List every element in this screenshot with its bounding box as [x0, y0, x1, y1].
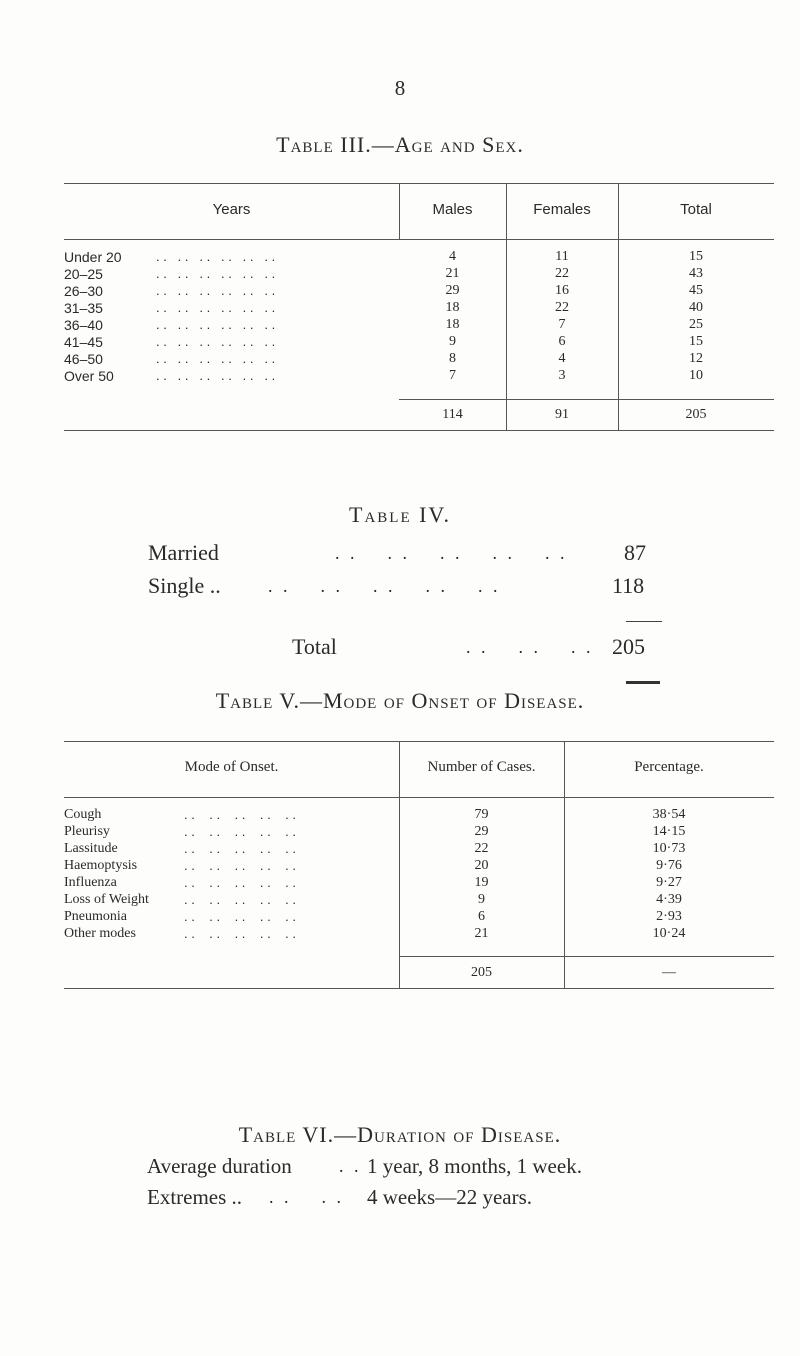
mode-label: Pleurisy [64, 824, 110, 839]
females-cell: 16 [555, 283, 569, 298]
table-row [64, 351, 774, 368]
cases-cell: 21 [474, 926, 489, 941]
age-group-label: 41–45 [64, 334, 103, 350]
leader-dots: . . . . . . . . . . [184, 807, 296, 822]
mode-label: Other modes [64, 926, 136, 941]
females-cell: 7 [558, 317, 566, 332]
mode-label: Cough [64, 807, 102, 822]
leader-dots: . . . . . . . . . . [184, 841, 296, 856]
table-4-sum-rule [626, 621, 662, 622]
table-6 [147, 1154, 707, 1216]
table-4-row-single [148, 573, 668, 606]
age-group-label: 46–50 [64, 351, 103, 367]
females-cell: 22 [555, 300, 569, 315]
males-cell: 4 [449, 249, 456, 264]
table-row [64, 875, 774, 892]
leader-dots: . . . . . . . . . . [184, 926, 296, 941]
table-5-header-rule [64, 797, 774, 798]
table-row [64, 824, 774, 841]
leader-dots: . . . . . . . . . . [184, 858, 296, 873]
age-group-label: Over 50 [64, 368, 114, 384]
males-cell: 7 [449, 368, 456, 383]
table-row [64, 334, 774, 351]
leader-dots: . . . . . . . . . . [184, 875, 296, 890]
table-3 [64, 183, 774, 431]
table-6-leader-dots: . . . . [269, 1187, 344, 1207]
mode-label: Pneumonia [64, 909, 127, 924]
table-5-total-cases: 205 [471, 965, 492, 980]
females-cell: 11 [555, 249, 569, 264]
leader-dots: . . . . . . . . . . . . [156, 334, 276, 349]
table-3-bottom-rule [64, 430, 774, 431]
table-3-grand-total: 205 [685, 407, 707, 422]
cases-cell: 19 [474, 875, 489, 890]
age-group-label: 20–25 [64, 266, 103, 282]
percentage-cell: 4·39 [656, 892, 682, 907]
cases-cell: 22 [474, 841, 489, 856]
table-row [64, 892, 774, 909]
females-cell: 22 [555, 266, 569, 281]
table-5-title: Table V.—Mode of Onset of Disease. [215, 688, 585, 713]
mode-label: Lassitude [64, 841, 118, 856]
table-3-total-males: 114 [442, 407, 463, 422]
table-4-leader-dots: . . . . . . . . . . [268, 576, 501, 596]
percentage-cell: 38·54 [652, 807, 686, 822]
leader-dots: . . . . . . . . . . . . [156, 351, 276, 366]
leader-dots: . . . . . . . . . . . . [156, 283, 276, 298]
total-cell: 43 [689, 266, 703, 281]
table-5-header-cases: Number of Cases. [427, 759, 536, 775]
table-4-total-row [148, 634, 668, 667]
table-4-total-label: Total [292, 634, 337, 659]
table-4-total-value: 205 [612, 634, 645, 659]
total-cell: 15 [689, 249, 703, 264]
males-cell: 8 [449, 351, 456, 366]
table-4-row-married [148, 540, 668, 573]
total-cell: 45 [689, 283, 703, 298]
table-3-top-rule [64, 183, 774, 184]
table-6-leader-dots: . . [339, 1156, 362, 1176]
table-5-totals-row [64, 965, 774, 982]
males-cell: 21 [445, 266, 460, 281]
age-group-label: 26–30 [64, 283, 103, 299]
leader-dots: . . . . . . . . . . [184, 824, 296, 839]
total-cell: 12 [689, 351, 703, 366]
cases-cell: 29 [474, 824, 489, 839]
table-3-header-total: Total [680, 201, 712, 218]
males-cell: 18 [445, 317, 460, 332]
table-6-value: 1 year, 8 months, 1 week. [367, 1154, 582, 1178]
age-group-label: 31–35 [64, 300, 103, 316]
mode-label: Haemoptysis [64, 858, 138, 873]
table-6-label: Extremes .. [147, 1185, 243, 1209]
percentage-cell: 2·93 [656, 909, 682, 924]
table-5-bottom-rule [64, 988, 774, 989]
table-row [64, 249, 774, 266]
table-row [64, 807, 774, 824]
table-6-title: Table VI.—Duration of Disease. [238, 1122, 562, 1147]
males-cell: 9 [449, 334, 456, 349]
table-3-header-years: Years [212, 201, 251, 218]
percentage-cell: 9·27 [656, 875, 682, 890]
leader-dots: . . . . . . . . . . . . [156, 249, 276, 264]
table-4-label: Married [148, 540, 219, 565]
table-5-sum-rule [399, 956, 774, 957]
total-cell: 15 [689, 334, 703, 349]
table-4-label: Single .. [148, 573, 221, 598]
leader-dots: . . . . . . . . . . . . [156, 300, 276, 315]
total-cell: 10 [689, 368, 703, 383]
table-3-title: Table III.—Age and Sex. [276, 132, 524, 157]
table-row [64, 266, 774, 283]
males-cell: 18 [445, 300, 460, 315]
total-cell: 25 [689, 317, 703, 332]
table-6-value: 4 weeks—22 years. [367, 1185, 533, 1209]
table-4-title: Table IV. [349, 502, 451, 527]
table-row [64, 317, 774, 334]
table-6-row-average [147, 1154, 707, 1185]
page-number: 8 [394, 76, 406, 100]
leader-dots: . . . . . . . . . . [184, 909, 296, 924]
cases-cell: 20 [474, 858, 489, 873]
females-cell: 4 [558, 351, 566, 366]
cases-cell: 79 [474, 807, 489, 822]
mode-label: Influenza [64, 875, 117, 890]
leader-dots: . . . . . . . . . . . . [156, 368, 276, 383]
table-3-totals-row [64, 407, 774, 424]
age-group-label: 36–40 [64, 317, 103, 333]
total-cell: 40 [689, 300, 703, 315]
females-cell: 3 [558, 368, 566, 383]
table-3-header-rule [64, 239, 774, 240]
table-4-double-rule [626, 681, 660, 684]
table-row [64, 300, 774, 317]
percentage-cell: 14·15 [652, 824, 686, 839]
table-5-header-percentage: Percentage. [634, 759, 704, 775]
age-group-label: Under 20 [64, 249, 122, 265]
table-4 [148, 540, 668, 659]
table-6-label: Average duration [147, 1154, 292, 1178]
females-cell: 6 [558, 334, 566, 349]
leader-dots: . . . . . . . . . . . . [156, 317, 276, 332]
percentage-cell: 10·24 [652, 926, 686, 941]
percentage-cell: 10·73 [652, 841, 686, 856]
table-3-header-males: Males [432, 201, 473, 218]
mode-label: Loss of Weight [64, 892, 149, 907]
table-4-leader-dots: . . . . . . . . . . [335, 543, 568, 563]
males-cell: 29 [445, 283, 460, 298]
table-5-top-rule [64, 741, 774, 742]
cases-cell: 9 [478, 892, 485, 907]
table-5-header-mode: Mode of Onset. [184, 759, 279, 775]
table-row [64, 368, 774, 385]
leader-dots: . . . . . . . . . . . . [156, 266, 276, 281]
table-3-header-females: Females [533, 201, 591, 218]
table-4-leader-dots: . . . . . . [466, 637, 594, 657]
table-4-value: 87 [624, 540, 646, 565]
table-row [64, 841, 774, 858]
table-5 [64, 741, 774, 989]
table-3-sum-rule [399, 399, 774, 400]
table-row [64, 909, 774, 926]
cases-cell: 6 [478, 909, 485, 924]
table-6-row-extremes [147, 1185, 707, 1216]
table-row [64, 858, 774, 875]
table-row [64, 283, 774, 300]
table-row [64, 926, 774, 943]
leader-dots: . . . . . . . . . . [184, 892, 296, 907]
percentage-cell: 9·76 [656, 858, 682, 873]
table-4-value: 118 [612, 573, 645, 598]
table-5-total-percentage: — [662, 965, 676, 980]
table-3-total-females: 91 [555, 407, 569, 422]
